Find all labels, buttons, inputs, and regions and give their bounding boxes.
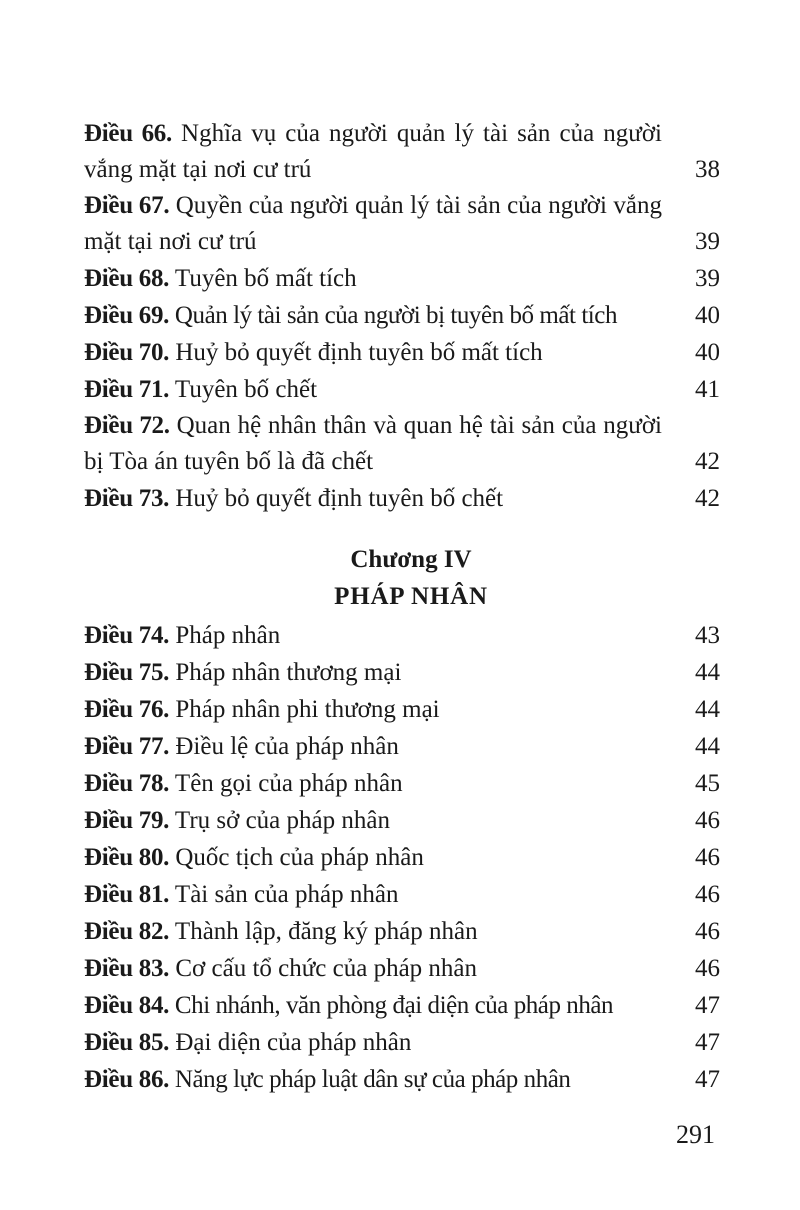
toc-entry-title: Điều lệ của pháp nhân [175, 733, 399, 760]
toc-entry-page: 44 [695, 696, 720, 723]
toc-entry-page: 46 [695, 955, 720, 982]
toc-entry-86 [84, 1061, 720, 1098]
toc-entry-title: Tuyên bố mất tích [174, 265, 357, 292]
toc-entry-label: Điều 75. [84, 659, 170, 686]
toc-entry-text [84, 617, 680, 654]
toc-entry-label: Điều 71. [84, 376, 170, 403]
toc-entry-page: 39 [695, 265, 720, 292]
toc-entry-67 [84, 188, 720, 260]
toc-entry-text [84, 839, 680, 876]
toc-entry-page: 43 [695, 622, 720, 649]
toc-entry-label: Điều 83. [84, 955, 170, 982]
toc-entry-label: Điều 67. [84, 192, 170, 219]
toc-entry-text [84, 802, 680, 839]
toc-entry-title: Huỷ bỏ quyết định tuyên bố mất tích [175, 339, 543, 366]
toc-entry-81 [84, 876, 720, 913]
toc-entry-82 [84, 913, 720, 950]
toc-entry-text [84, 408, 680, 480]
toc-entry-title: Nghĩa vụ của người quản lý tài sản của người vắng mặt tại nơi cư trú [84, 120, 662, 183]
toc-entry-text [84, 987, 680, 1024]
chapter-heading [84, 543, 720, 617]
toc-entry-title: Cơ cấu tổ chức của pháp nhân [175, 955, 478, 982]
toc-entry-title: Quyền của người quản lý tài sản của người vắng mặt tại nơi cư trú [84, 192, 662, 255]
toc-entry-title: Thành lập, đăng ký pháp nhân [174, 918, 478, 945]
toc-entry-label: Điều 68. [84, 265, 170, 292]
toc-entry-title: Pháp nhân phi thương mại [175, 696, 440, 723]
toc-entry-70 [84, 334, 720, 371]
toc-entry-label: Điều 80. [84, 844, 170, 871]
toc-entry-83 [84, 950, 720, 987]
toc-entry-66 [84, 116, 720, 188]
toc-entry-text [84, 950, 680, 987]
toc-entry-text [84, 480, 680, 517]
toc-entry-page: 42 [695, 485, 720, 512]
toc-entry-74 [84, 617, 720, 654]
toc-entry-label: Điều 77. [84, 733, 170, 760]
toc-entry-label: Điều 84. [84, 992, 170, 1019]
toc-entry-text [84, 334, 680, 371]
toc-entry-page: 46 [695, 881, 720, 908]
toc-entry-78 [84, 765, 720, 802]
toc-entry-label: Điều 69. [84, 302, 170, 329]
toc-entry-label: Điều 78. [84, 770, 170, 797]
toc-entry-label: Điều 72. [84, 412, 170, 439]
toc-entry-title: Quan hệ nhân thân và quan hệ tài sản của người bị Tòa án tuyên bố là đã chết [84, 412, 662, 475]
toc-entry-page: 47 [695, 992, 720, 1019]
toc-entry-title: Tuyên bố chết [174, 376, 318, 403]
toc-entry-page: 40 [695, 302, 720, 329]
toc-entry-text [84, 654, 680, 691]
toc-entry-page: 40 [695, 339, 720, 366]
toc-entry-page: 46 [695, 844, 720, 871]
toc-entry-title: Huỷ bỏ quyết định tuyên bố chết [175, 485, 504, 512]
page-number: 291 [676, 1120, 715, 1149]
toc-entry-text [84, 765, 680, 802]
toc-entry-title: Trụ sở của pháp nhân [174, 807, 390, 834]
toc-entry-label: Điều 79. [84, 807, 170, 834]
toc-entry-text [84, 691, 680, 728]
toc-entry-text [84, 297, 680, 334]
chapter-number: Chương IV [350, 546, 472, 573]
toc-entry-85 [84, 1024, 720, 1061]
toc-entry-80 [84, 839, 720, 876]
toc-entry-69 [84, 297, 720, 334]
toc-entry-text [84, 913, 680, 950]
toc-entry-79 [84, 802, 720, 839]
toc-entry-title: Đại diện của pháp nhân [175, 1029, 412, 1056]
toc-entry-title: Pháp nhân thương mại [175, 659, 402, 686]
toc-entry-72 [84, 408, 720, 480]
toc-entry-title: Quốc tịch của pháp nhân [175, 844, 424, 871]
toc-entry-page: 38 [695, 156, 720, 183]
toc-entry-page: 41 [695, 376, 720, 403]
toc-entry-73 [84, 480, 720, 517]
toc-entry-text [84, 728, 680, 765]
toc-entry-label: Điều 81. [84, 881, 170, 908]
toc-entry-84 [84, 987, 720, 1024]
toc-entry-77 [84, 728, 720, 765]
toc-entry-label: Điều 73. [84, 485, 170, 512]
toc-entry-76 [84, 691, 720, 728]
toc-entry-title: Pháp nhân [175, 622, 281, 649]
toc-entry-page: 44 [695, 659, 720, 686]
toc-entry-label: Điều 74. [84, 622, 170, 649]
toc-entry-75 [84, 654, 720, 691]
toc-entry-text [84, 1061, 680, 1098]
toc-entry-page: 47 [695, 1066, 720, 1093]
toc-entry-page: 42 [695, 448, 720, 475]
toc-entry-title: Quản lý tài sản của người bị tuyên bố mất tích [174, 302, 618, 329]
toc-entry-text [84, 188, 680, 260]
toc-entry-label: Điều 85. [84, 1029, 170, 1056]
toc-entry-page: 44 [695, 733, 720, 760]
toc-entry-label: Điều 82. [84, 918, 170, 945]
toc-entry-page: 46 [695, 807, 720, 834]
toc-entry-title: Chi nhánh, văn phòng đại diện của pháp nhân [174, 992, 614, 1019]
toc-entry-label: Điều 86. [84, 1066, 170, 1093]
toc-entry-title: Tài sản của pháp nhân [174, 881, 399, 908]
chapter-title: PHÁP NHÂN [334, 583, 488, 610]
table-of-contents [84, 116, 720, 1098]
toc-entry-text [84, 260, 680, 297]
toc-entry-text [84, 116, 680, 188]
toc-entry-title: Tên gọi của pháp nhân [174, 770, 403, 797]
toc-entry-title: Năng lực pháp luật dân sự của pháp nhân [174, 1066, 571, 1093]
toc-entry-label: Điều 70. [84, 339, 170, 366]
toc-entry-text [84, 371, 680, 408]
toc-entry-68 [84, 260, 720, 297]
toc-entry-page: 46 [695, 918, 720, 945]
toc-entry-page: 39 [695, 228, 720, 255]
toc-entry-text [84, 1024, 680, 1061]
toc-entry-page: 47 [695, 1029, 720, 1056]
toc-entry-label: Điều 76. [84, 696, 170, 723]
toc-entry-text [84, 876, 680, 913]
toc-entry-71 [84, 371, 720, 408]
toc-entry-page: 45 [695, 770, 720, 797]
toc-entry-label: Điều 66. [84, 120, 172, 147]
